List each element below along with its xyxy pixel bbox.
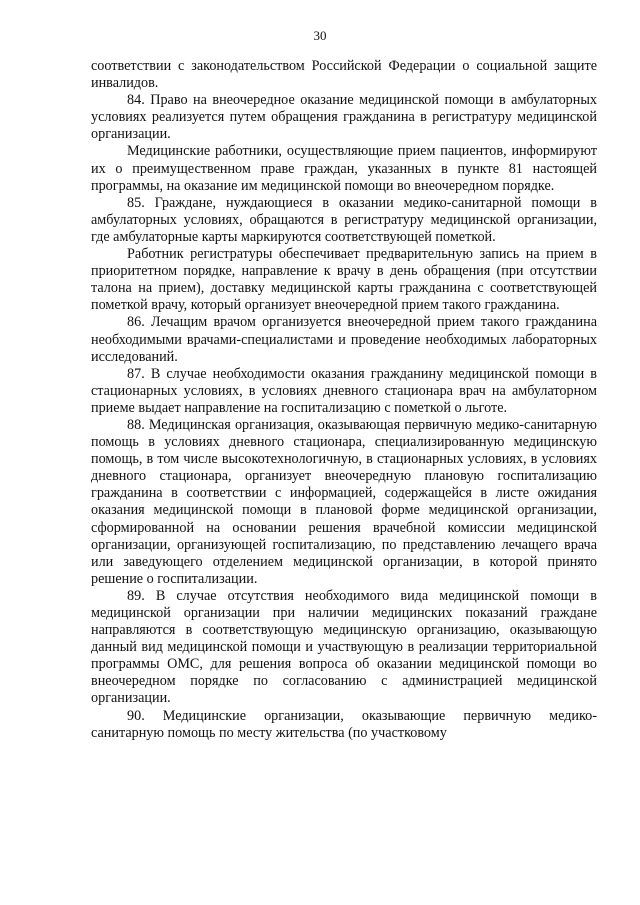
paragraph-p90: 90. Медицинские организации, оказывающие первичную медико-санитарную помощь по месту жительства (по участковому xyxy=(91,707,597,741)
paragraph-p86: 86. Лечащим врачом организуется внеочередной прием такого гражданина необходимыми врачами-специалистами и проведение необходимых лабораторных исследований. xyxy=(91,314,597,365)
paragraph-p87: 87. В случае необходимости оказания гражданину медицинской помощи в стационарных условиях, в условиях дневного стационара врач на амбулаторном приеме выдает направление на госпитализацию с пометкой о льготе. xyxy=(91,365,597,416)
paragraph-p84b: Медицинские работники, осуществляющие прием пациентов, информируют их о преимущественном праве граждан, указанных в пункте 81 настоящей программы, на оказание им медицинской помощи во внеочередном порядке. xyxy=(91,143,597,194)
paragraph-p84: 84. Право на внеочередное оказание медицинской помощи в амбулаторных условиях реализуется путем обращения гражданина в регистратуру медицинской организации. xyxy=(91,92,597,143)
paragraph-p85: 85. Граждане, нуждающиеся в оказании медико-санитарной помощи в амбулаторных условиях, обращаются в регистратуру медицинской организации, где амбулаторные карты маркируются соответствующей пометкой. xyxy=(91,194,597,245)
paragraph-p85b: Работник регистратуры обеспечивает предварительную запись на прием в приоритетном порядке, направление к врачу в день обращения (при отсутствии талона на прием), доставку медицинской карты гражданина с соответствующей пометкой врачу, который организует внеочередной прием такого гражданина. xyxy=(91,246,597,314)
paragraph-p0: соответствии с законодательством Российской Федерации о социальной защите инвалидов. xyxy=(91,58,597,92)
page-number: 30 xyxy=(313,28,327,43)
document-body xyxy=(91,58,597,742)
paragraph-p88: 88. Медицинская организация, оказывающая первичную медико-санитарную помощь в условиях дневного стационара, специализированную медицинскую помощь, в том числе высокотехнологичную, в стационарных условиях, в условиях дневного стационара, организует внеочередную плановую госпитализацию гражданина в соответствии с информацией, содержащейся в листе ожидания оказания медицинской помощи в плановой форме медицинской организации, сформированной на основании решения врачебной комиссии медицинской организации, организующей госпитализацию, по представлению лечащего врача или заведующего отделением медицинской организации, в которой принято решение о госпитализации. xyxy=(91,416,597,587)
paragraph-p89: 89. В случае отсутствия необходимого вида медицинской помощи в медицинской организации при наличии медицинских показаний граждане направляются в соответствующую медицинскую организацию, оказывающую данный вид медицинской помощи и участвующую в реализации территориальной программы ОМС, для решения вопроса об оказании медицинской помощи во внеочередном порядке по согласованию с администрацией медицинской организации. xyxy=(91,587,597,707)
